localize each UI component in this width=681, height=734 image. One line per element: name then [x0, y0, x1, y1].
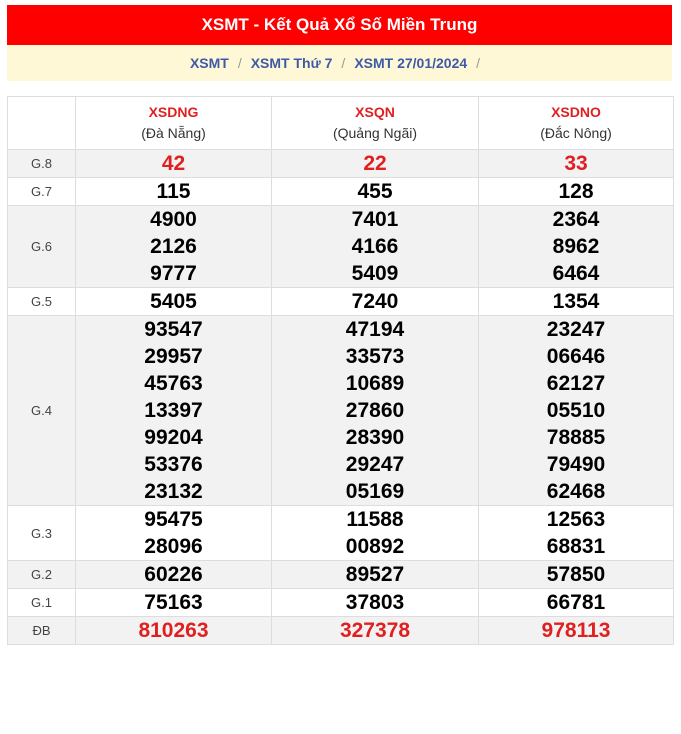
prize-number: 29247	[345, 453, 405, 476]
prize-cell	[76, 288, 272, 316]
prize-number: 7240	[351, 290, 399, 313]
prize-number: 7401	[351, 208, 399, 231]
prize-label: G.5	[8, 288, 76, 316]
prize-cell	[479, 561, 674, 589]
prize-number: 28390	[345, 426, 405, 449]
prize-number: 05169	[345, 480, 405, 503]
prize-row-g8	[8, 150, 674, 178]
prize-number: 13397	[144, 399, 203, 422]
header-empty-cell	[8, 97, 76, 150]
prize-row-g7	[8, 178, 674, 206]
province-header-danang	[76, 97, 272, 150]
prize-number: 62468	[546, 480, 606, 503]
results-table	[7, 96, 674, 645]
prize-cell	[479, 206, 674, 288]
prize-number: 53376	[144, 453, 203, 476]
prize-number: 60226	[144, 563, 203, 586]
prize-number: 10689	[345, 372, 405, 395]
province-code-link[interactable]: XSQN	[355, 104, 395, 120]
province-name: (Quảng Ngãi)	[332, 125, 418, 141]
province-name: (Đắc Nông)	[540, 125, 612, 141]
prize-cell	[479, 288, 674, 316]
table-header-row	[8, 97, 674, 150]
province-code-link[interactable]: XSDNO	[551, 104, 601, 120]
province-name: (Đà Nẵng)	[141, 125, 206, 141]
prize-number: 79490	[546, 453, 606, 476]
prize-cell	[76, 617, 272, 645]
prize-cell	[76, 150, 272, 178]
prize-row-g5	[8, 288, 674, 316]
breadcrumb-link-xsmt[interactable]: XSMT	[189, 55, 229, 71]
prize-cell	[76, 506, 272, 561]
prize-number: 57850	[546, 563, 606, 586]
prize-number: 978113	[541, 619, 611, 642]
prize-label: G.4	[8, 316, 76, 506]
prize-number: 9777	[150, 262, 197, 285]
province-header-dacnong	[479, 97, 674, 150]
breadcrumb	[7, 45, 672, 81]
prize-row-db	[8, 617, 674, 645]
prize-number: 42	[161, 152, 186, 175]
prize-number: 11588	[346, 508, 404, 531]
prize-number: 93547	[144, 318, 203, 341]
prize-label: G.8	[8, 150, 76, 178]
prize-number: 455	[357, 180, 393, 203]
prize-cell	[272, 288, 479, 316]
province-code-link[interactable]: XSDNG	[148, 104, 199, 120]
prize-cell	[479, 589, 674, 617]
prize-number: 68831	[546, 535, 606, 558]
prize-cell	[272, 589, 479, 617]
prize-label: G.7	[8, 178, 76, 206]
prize-cell	[272, 316, 479, 506]
prize-number: 95475	[144, 508, 203, 531]
prize-number: 128	[558, 180, 594, 203]
province-header-quangngai	[272, 97, 479, 150]
prize-label: G.6	[8, 206, 76, 288]
prize-number: 23132	[144, 480, 203, 503]
prize-number: 5405	[150, 290, 197, 313]
prize-row-g6	[8, 206, 674, 288]
prize-number: 4166	[351, 235, 399, 258]
prize-number: 47194	[345, 318, 405, 341]
prize-number: 810263	[138, 619, 209, 642]
prize-cell	[76, 316, 272, 506]
prize-number: 28096	[144, 535, 203, 558]
prize-number: 06646	[546, 345, 606, 368]
prize-cell	[76, 589, 272, 617]
prize-number: 6464	[552, 262, 600, 285]
prize-cell	[272, 150, 479, 178]
prize-cell	[272, 206, 479, 288]
prize-label: G.2	[8, 561, 76, 589]
prize-number: 1354	[552, 290, 600, 313]
prize-cell	[272, 561, 479, 589]
prize-label: ĐB	[8, 617, 76, 645]
prize-number: 75163	[144, 591, 203, 614]
prize-number: 05510	[546, 399, 606, 422]
prize-number: 33573	[345, 345, 405, 368]
prize-cell	[479, 150, 674, 178]
prize-label: G.1	[8, 589, 76, 617]
prize-row-g2	[8, 561, 674, 589]
prize-number: 00892	[345, 535, 405, 558]
prize-number: 29957	[144, 345, 203, 368]
prize-label: G.3	[8, 506, 76, 561]
breadcrumb-separator: /	[237, 55, 242, 71]
prize-number: 22	[363, 152, 387, 175]
prize-cell	[272, 178, 479, 206]
prize-cell	[272, 506, 479, 561]
prize-number: 89527	[345, 563, 405, 586]
prize-cell	[479, 617, 674, 645]
page-header	[7, 5, 672, 45]
prize-cell	[76, 206, 272, 288]
prize-number: 327378	[339, 619, 411, 642]
prize-number: 2364	[552, 208, 600, 231]
prize-number: 66781	[546, 591, 606, 614]
breadcrumb-separator: /	[341, 55, 346, 71]
prize-cell	[76, 561, 272, 589]
prize-row-g3	[8, 506, 674, 561]
prize-number: 8962	[552, 235, 600, 258]
prize-number: 5409	[351, 262, 399, 285]
prize-number: 23247	[546, 318, 606, 341]
prize-number: 99204	[144, 426, 203, 449]
prize-number: 12563	[546, 508, 606, 531]
prize-cell	[479, 178, 674, 206]
prize-row-g1	[8, 589, 674, 617]
prize-cell	[272, 617, 479, 645]
prize-row-g4	[8, 316, 674, 506]
breadcrumb-link-xsmt-date[interactable]: XSMT 27/01/2024	[354, 55, 468, 71]
prize-number: 27860	[345, 399, 405, 422]
prize-cell	[479, 316, 674, 506]
prize-number: 62127	[546, 372, 606, 395]
prize-cell	[76, 178, 272, 206]
page-title: XSMT - Kết Quả Xổ Số Miền Trung	[201, 15, 478, 34]
prize-number: 2126	[150, 235, 197, 258]
prize-number: 33	[564, 152, 588, 175]
breadcrumb-separator: /	[476, 55, 481, 71]
prize-number: 78885	[546, 426, 606, 449]
breadcrumb-link-xsmt-thu-7[interactable]: XSMT Thứ 7	[250, 55, 333, 71]
prize-number: 4900	[150, 208, 197, 231]
prize-number: 37803	[345, 591, 405, 614]
prize-number: 115	[156, 180, 191, 203]
prize-cell	[479, 506, 674, 561]
prize-number: 45763	[144, 372, 203, 395]
